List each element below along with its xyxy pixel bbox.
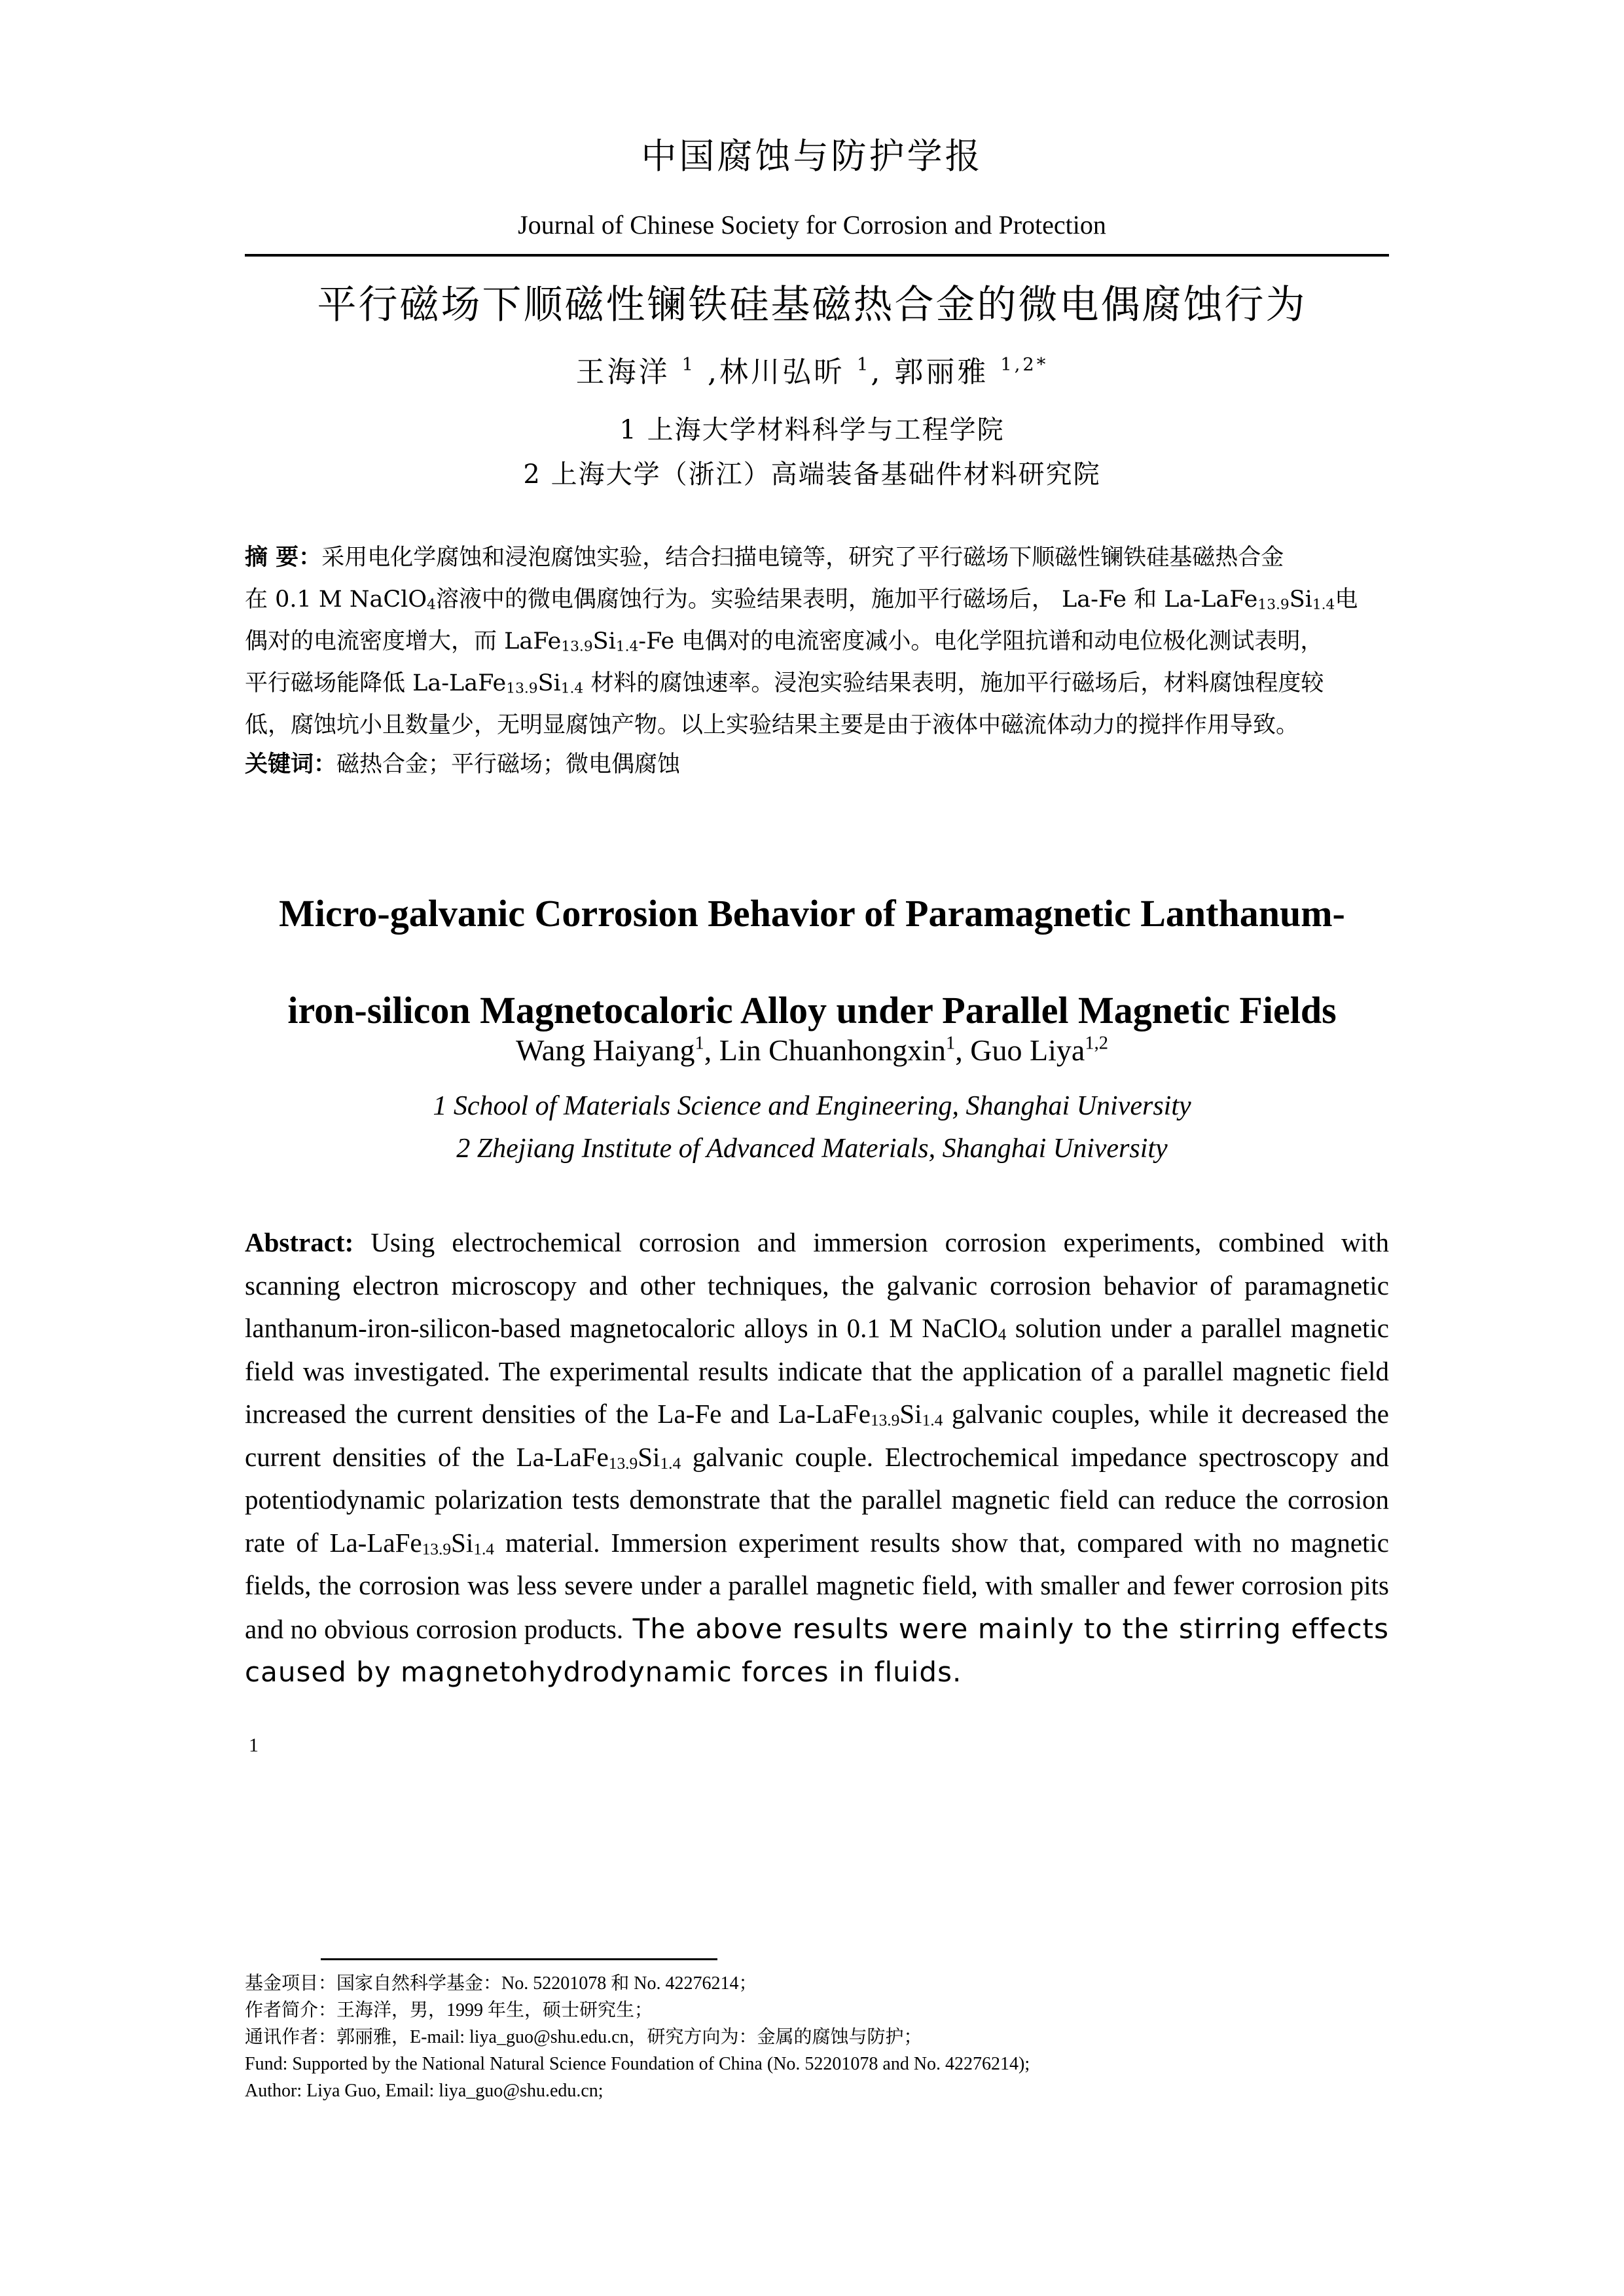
footnote-line: 作者简介：王海洋，男，1999 年生，硕士研究生； (245, 2000, 653, 2020)
journal-title-en: Journal of Chinese Society for Corrosion and Protection (518, 210, 1106, 240)
author-superscript: 1,2* (1000, 355, 1049, 376)
keywords-cn-label: 关键词： (245, 751, 337, 778)
authors-en (0, 1033, 1624, 1067)
author-name: , Guo Liya (955, 1033, 1085, 1067)
footnote-line: Author: Liya Guo, Email: liya_guo@shu.edu.cn; (245, 2081, 604, 2101)
footnote-marker: 1 (249, 1734, 259, 1756)
abstract-en-text: Si (451, 1527, 474, 1558)
abstract-cn-line: Si (537, 670, 561, 696)
abstract-cn-line: 电 (1335, 586, 1358, 613)
author-separator: , (696, 355, 719, 389)
keywords-cn (245, 746, 1389, 779)
abstract-cn-line: 在 0.1 M NaClO (245, 586, 427, 613)
abstract-cn-line: 材料的腐蚀速率。浸泡实验结果表明，施加平行磁场后，材料腐蚀程度较 (583, 670, 1324, 696)
subscript: 1.4 (473, 1539, 495, 1558)
paper-title-cn: 平行磁场下顺磁性镧铁硅基磁热合金的微电偶腐蚀行为 (317, 282, 1307, 328)
author-name: Wang Haiyang (516, 1033, 695, 1067)
abstract-en-text: Si (638, 1441, 660, 1472)
author-name: 林川弘昕 (719, 355, 845, 389)
subscript: 13.9 (608, 1454, 638, 1473)
subscript: 13.9 (506, 680, 538, 697)
author-separator: , (871, 355, 895, 389)
footnote-line: 通讯作者：郭丽雅，E-mail: liya_guo@shu.edu.cn，研究方向为：金属的腐蚀与防护； (245, 2027, 922, 2047)
abstract-en-text: material. Immersion experiment results show that, compared with no magnetic fields, the corrosion was less severe under a parallel magnetic field, with smaller and fewer corrosion pits and no obvious corrosion products. (245, 1527, 1389, 1644)
abstract-en-label: Abstract: (245, 1227, 354, 1257)
abstract-en-text: Si (899, 1399, 922, 1429)
author-superscript: 1,2 (1085, 1033, 1108, 1054)
authors-cn (0, 348, 1624, 390)
affiliation-en-2: 2 Zhejiang Institute of Advanced Materials, Shanghai University (456, 1134, 1168, 1164)
abstract-cn-line: 采用电化学腐蚀和浸泡腐蚀实验，结合扫描电镜等，研究了平行磁场下顺磁性镧铁硅基磁热合金 (321, 545, 1284, 571)
subscript: 1.4 (922, 1410, 943, 1429)
affiliation-en-1: 1 School of Materials Science and Engineering, Shanghai University (433, 1091, 1191, 1121)
abstract-cn-line: Si (592, 628, 616, 655)
subscript: 1.4 (1312, 596, 1335, 613)
subscript: 13.9 (1257, 596, 1290, 613)
author-superscript: 1 (857, 355, 871, 376)
abstract-en-text: Using electrochemical corrosion and immersion corrosion experiments, combined with scanning electron microscopy and other techniques, the galvanic corrosion behavior of paramagnetic lanthanum-iron-silicon-based magnetocaloric alloys in 0.1 M NaClO (245, 1227, 1389, 1343)
affiliation-cn-1: 1 上海大学材料科学与工程学院 (619, 415, 1005, 445)
subscript: 13.9 (561, 638, 593, 655)
abstract-cn-line: 平行磁场能降低 La-LaFe (245, 670, 507, 696)
subscript: 4 (427, 596, 436, 613)
paper-title-en-line: iron-silicon Magnetocaloric Alloy under Parallel Magnetic Fields (287, 989, 1337, 1031)
abstract-cn-line: 溶液中的微电偶腐蚀行为。实验结果表明，施加平行磁场后， La-Fe 和 La-LaFe (435, 586, 1258, 613)
abstract-cn-line: 偶对的电流密度增大，而 LaFe (245, 628, 562, 655)
abstract-en-text: galvanic couples, while it decreased the current densities of the La-LaFe (245, 1399, 1389, 1472)
paper-title-en-line: Micro-galvanic Corrosion Behavior of Paramagnetic Lanthanum- (279, 892, 1345, 935)
author-name: 王海洋 (575, 355, 670, 389)
abstract-cn-label: 摘 要： (245, 545, 322, 571)
abstract-en-text: solution under a parallel magnetic field was investigated. The experimental results indicate that the application of a parallel magnetic field increased the current densities of the La-Fe and La-LaFe (245, 1313, 1389, 1429)
keywords-cn-text: 磁热合金；平行磁场；微电偶腐蚀 (336, 751, 681, 778)
subscript: 1.4 (615, 638, 639, 655)
abstract-cn-line: 低，腐蚀坑小且数量少，无明显腐蚀产物。以上实验结果主要是由于液体中磁流体动力的搅拌作用导致。 (245, 712, 1299, 738)
footnotes (245, 1970, 1389, 2104)
abstract-en-text: galvanic couple. Electrochemical impedance spectroscopy and potentiodynamic polarization tests demonstrate that the parallel magnetic field can reduce the corrosion rate of La-LaFe (245, 1441, 1389, 1558)
footnote-line: Fund: Supported by the National Natural Science Foundation of China (No. 52201078 and No. 42276214); (245, 2054, 1030, 2074)
subscript: 1.4 (660, 1454, 681, 1473)
footnote-line: 基金项目：国家自然科学基金：No. 52201078 和 No. 42276214； (245, 1973, 757, 1994)
author-name: , Lin Chuanhongxin (704, 1033, 947, 1067)
footnote-rule (321, 1958, 717, 1960)
header-rule (245, 254, 1389, 257)
abstract-cn-line: Si (1289, 586, 1312, 613)
author-superscript: 1 (681, 355, 696, 376)
abstract-cn-line: -Fe 电偶对的电流密度减小。电化学阻抗谱和动电位极化测试表明， (638, 628, 1324, 655)
subscript: 13.9 (870, 1410, 900, 1429)
abstract-en (245, 1221, 1389, 1695)
paper-title-en (0, 865, 1624, 1059)
author-superscript: 1 (946, 1033, 956, 1054)
affiliation-cn-2: 2 上海大学（浙江）高端装备基础件材料研究院 (523, 459, 1101, 490)
abstract-cn (245, 537, 1389, 746)
author-name: 郭丽雅 (894, 355, 989, 389)
subscript: 4 (998, 1325, 1007, 1344)
journal-title-cn: 中国腐蚀与防护学报 (641, 135, 983, 177)
subscript: 13.9 (422, 1539, 452, 1558)
subscript: 1.4 (560, 680, 584, 697)
author-superscript: 1 (695, 1033, 704, 1054)
abstract-en-text: The above results were mainly to the stirring effects caused by magnetohydrodynamic forces in fluids. (245, 1612, 1390, 1688)
